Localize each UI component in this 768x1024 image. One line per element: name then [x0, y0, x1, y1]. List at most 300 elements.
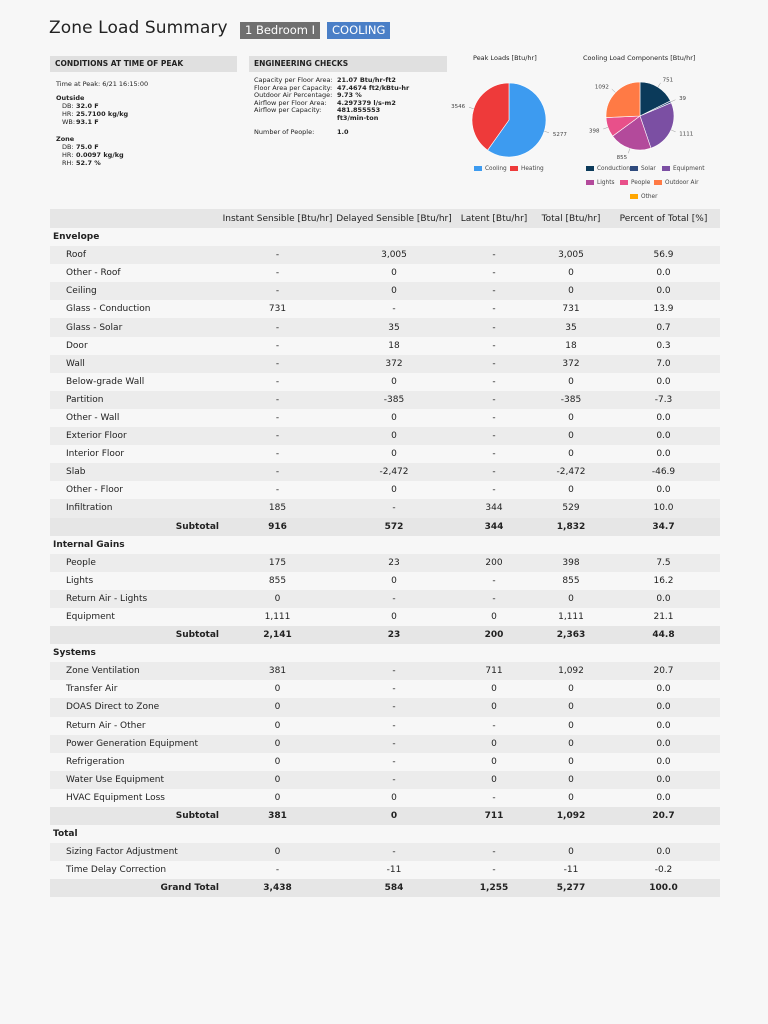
- row-label: Zone Ventilation: [50, 662, 220, 680]
- table-cell: -: [453, 246, 535, 264]
- subtotal-cell: 20.7: [607, 807, 720, 825]
- subtotal-cell: 916: [220, 518, 335, 536]
- table-cell: 731: [268, 304, 287, 315]
- subtotal-label: Grand Total: [50, 879, 220, 897]
- row-label: Return Air - Other: [66, 720, 146, 731]
- slice-label-line: [544, 131, 549, 133]
- subtotal-cell: 1,255: [453, 879, 535, 897]
- table-cell: -11: [386, 865, 402, 876]
- table-cell: 0: [535, 735, 607, 753]
- table-row: [50, 282, 720, 300]
- table-cell: 0.0: [656, 485, 671, 496]
- legend-item: [630, 166, 656, 172]
- subtotal-cell: 2,363: [535, 626, 607, 644]
- field-label: DB:: [62, 143, 74, 151]
- table-cell: -: [492, 449, 496, 460]
- legend-swatch: [586, 180, 594, 185]
- legend-swatch: [630, 166, 638, 171]
- legend-swatch: [654, 180, 662, 185]
- table-cell: 0: [535, 843, 607, 861]
- engineering-checks-heading: ENGINEERING CHECKS: [249, 56, 447, 72]
- table-cell: -385: [335, 391, 453, 409]
- table-cell: 185: [220, 499, 335, 517]
- table-cell: -: [220, 427, 335, 445]
- table-row: [50, 481, 720, 499]
- subtotal-label: Subtotal: [50, 807, 220, 825]
- table-cell: 344: [453, 499, 535, 517]
- subtotal-cell: 1,832: [535, 518, 607, 536]
- table-cell: -: [220, 246, 335, 264]
- table-cell: 0.0: [656, 756, 671, 767]
- subtotal-row: [50, 626, 720, 644]
- table-cell: -385: [535, 391, 607, 409]
- table-cell: 20.7: [607, 662, 720, 680]
- legend-item: [620, 180, 650, 186]
- table-cell: 0.0: [656, 412, 671, 423]
- zone-load-table: [50, 209, 720, 897]
- table-cell: -: [453, 391, 535, 409]
- table-row: [50, 391, 720, 409]
- subtotal-cell: 381: [220, 807, 335, 825]
- row-label: DOAS Direct to Zone: [50, 698, 220, 716]
- group-title: Systems: [53, 648, 96, 659]
- table-cell: 0: [391, 412, 397, 423]
- subtotal-cell: 44.8: [607, 626, 720, 644]
- table-cell: 0: [568, 485, 574, 496]
- table-cell: -: [492, 485, 496, 496]
- table-cell: 0: [220, 843, 335, 861]
- field-value: 0.0097 kg/kg: [76, 150, 124, 159]
- table-cell: 0: [220, 698, 335, 716]
- legend-swatch: [474, 166, 482, 171]
- table-cell: 0: [274, 684, 281, 695]
- slice-label: 855: [616, 155, 628, 162]
- table-cell: 18: [388, 340, 400, 351]
- table-cell: 0: [491, 684, 497, 695]
- outside-values: [62, 102, 162, 128]
- row-label: Exterior Floor: [50, 427, 220, 445]
- table-cell: -7.3: [607, 391, 720, 409]
- slice-label-line: [603, 127, 608, 129]
- table-cell: 0: [391, 449, 397, 460]
- slice-label-line: [612, 89, 616, 92]
- table-cell: 0: [535, 427, 607, 445]
- column-header: Latent [Btu/hr]: [453, 209, 535, 228]
- cooling-components-title: Cooling Load Components [Btu/hr]: [583, 54, 696, 62]
- legend-item: [630, 194, 657, 200]
- legend-label: Cooling: [485, 166, 507, 172]
- table-row: [50, 445, 720, 463]
- legend-label: Solar: [641, 166, 656, 172]
- table-cell: 711: [453, 662, 535, 680]
- cooling-components-legend: [586, 166, 726, 206]
- table-cell: 7.0: [607, 355, 720, 373]
- table-cell: 0: [274, 720, 281, 731]
- table-cell: 56.9: [607, 246, 720, 264]
- field-value: 47.4674 ft2/kBtu-hr: [337, 83, 410, 92]
- legend-swatch: [620, 180, 628, 185]
- table-cell: 0: [220, 771, 335, 789]
- table-row: [50, 318, 720, 336]
- table-row: [50, 300, 720, 318]
- row-label: Other - Floor: [66, 485, 123, 496]
- table-cell: 0: [568, 756, 574, 767]
- table-cell: -: [275, 340, 280, 351]
- row-label: People: [50, 554, 220, 572]
- table-row: [50, 572, 720, 590]
- row-label: Transfer Air: [66, 684, 118, 695]
- table-cell: -: [275, 485, 280, 496]
- zone-values: [62, 143, 162, 169]
- table-cell: 35: [335, 318, 453, 336]
- table-cell: -: [392, 756, 396, 767]
- field-label: RH:: [62, 158, 74, 167]
- table-cell: 0.0: [656, 720, 671, 731]
- table-cell: -: [335, 698, 453, 716]
- table-cell: 0: [568, 412, 574, 423]
- field-label: Airflow per Floor Area:: [254, 98, 327, 107]
- table-cell: -: [335, 590, 453, 608]
- legend-item: [510, 166, 544, 172]
- table-cell: 13.9: [653, 304, 674, 315]
- field-label: HR:: [62, 150, 74, 159]
- row-label: Refrigeration: [66, 756, 125, 767]
- field-value: 25.7100 kg/kg: [76, 109, 129, 118]
- field-label: DB:: [62, 102, 74, 110]
- table-cell: 0: [568, 792, 574, 803]
- table-cell: 0: [274, 756, 281, 767]
- field-value: 21.07 Btu/hr-ft2: [337, 76, 396, 84]
- table-row: [50, 590, 720, 608]
- slice-label-line: [671, 100, 676, 102]
- table-row: [50, 264, 720, 282]
- table-cell: -: [492, 412, 496, 423]
- table-cell: -: [335, 843, 453, 861]
- subtotal-row: [50, 807, 720, 825]
- table-cell: 381: [220, 662, 335, 680]
- table-cell: -11: [563, 865, 579, 876]
- subtotal-cell: 0: [335, 807, 453, 825]
- table-cell: 0: [391, 376, 397, 387]
- table-cell: 3,005: [535, 246, 607, 264]
- subtotal-cell: 23: [335, 626, 453, 644]
- table-cell: 1,111: [558, 612, 584, 623]
- table-cell: -: [492, 720, 496, 731]
- table-cell: -: [275, 376, 280, 387]
- table-cell: 18: [565, 340, 577, 351]
- table-cell: -: [275, 449, 280, 460]
- table-cell: 0.0: [656, 376, 671, 387]
- slice-label-line: [658, 83, 661, 87]
- table-cell: 529: [535, 499, 607, 517]
- legend-label: People: [631, 180, 651, 186]
- table-row: [50, 337, 720, 355]
- legend-label: Lights: [597, 180, 615, 186]
- subtotal-cell: 2,141: [220, 626, 335, 644]
- table-cell: -: [492, 304, 496, 315]
- table-row: [50, 698, 720, 716]
- row-label: Equipment: [66, 612, 115, 623]
- table-cell: 175: [220, 554, 335, 572]
- engineering-checks-values: [254, 76, 444, 136]
- table-cell: 0: [491, 612, 497, 623]
- table-cell: 0: [535, 698, 607, 716]
- table-cell: 0.0: [656, 268, 671, 279]
- table-cell: 398: [535, 554, 607, 572]
- zone-label: Zone: [56, 135, 75, 143]
- table-cell: 0: [220, 590, 335, 608]
- table-cell: 0: [335, 427, 453, 445]
- table-cell: 0.0: [656, 449, 671, 460]
- table-cell: 0.3: [656, 340, 671, 351]
- table-cell: -: [492, 575, 496, 586]
- table-cell: 855: [562, 575, 580, 586]
- table-cell: 0.0: [607, 771, 720, 789]
- group-row: [50, 825, 720, 843]
- table-cell: -2,472: [535, 463, 607, 481]
- time-at-peak: Time at Peak: 6/21 16:15:00: [56, 80, 149, 88]
- table-cell: 0: [391, 612, 397, 623]
- table-cell: 0: [535, 771, 607, 789]
- table-cell: -: [275, 412, 280, 423]
- zone-badge: 1 Bedroom I: [240, 22, 320, 39]
- legend-swatch: [586, 166, 594, 171]
- table-cell: 23: [335, 554, 453, 572]
- row-label: Roof: [50, 246, 220, 264]
- row-label: Interior Floor: [66, 449, 125, 460]
- table-cell: 0: [568, 684, 574, 695]
- legend-item: [474, 166, 507, 172]
- table-cell: 0: [335, 282, 453, 300]
- peak-loads-title: Peak Loads [Btu/hr]: [473, 54, 537, 62]
- row-label: Slab: [50, 463, 220, 481]
- table-cell: -: [392, 684, 396, 695]
- table-cell: 855: [268, 575, 287, 586]
- table-row: [50, 355, 720, 373]
- peak-loads-legend: [474, 166, 574, 176]
- table-cell: -: [453, 590, 535, 608]
- legend-label: Outdoor Air: [665, 180, 699, 186]
- table-cell: 372: [535, 355, 607, 373]
- table-cell: -: [335, 771, 453, 789]
- field-value: 4.297379 l/s-m2: [337, 98, 396, 107]
- table-cell: 1,092: [535, 662, 607, 680]
- table-cell: -: [392, 304, 396, 315]
- legend-swatch: [510, 166, 518, 171]
- table-cell: 21.1: [653, 612, 674, 623]
- table-cell: 0.0: [607, 843, 720, 861]
- slice-label-line: [469, 107, 474, 109]
- row-label: Power Generation Equipment: [50, 735, 220, 753]
- table-cell: -46.9: [607, 463, 720, 481]
- slice-label: 1111: [679, 131, 694, 138]
- table-cell: 731: [562, 304, 580, 315]
- table-cell: 7.5: [607, 554, 720, 572]
- table-cell: -: [335, 499, 453, 517]
- grand-total-row: [50, 879, 720, 897]
- legend-item: [586, 166, 630, 172]
- table-cell: -: [392, 720, 396, 731]
- group-row: [50, 644, 720, 662]
- table-row: [50, 373, 720, 391]
- legend-label: Equipment: [673, 166, 705, 172]
- conditions-heading: CONDITIONS AT TIME OF PEAK: [50, 56, 237, 72]
- table-cell: 1,111: [264, 612, 291, 623]
- table-cell: 3,005: [335, 246, 453, 264]
- field-label: Number of People:: [254, 127, 315, 136]
- table-cell: 0.0: [656, 684, 671, 695]
- table-cell: 0.0: [607, 282, 720, 300]
- table-row: [50, 427, 720, 445]
- legend-label: Heating: [521, 166, 544, 172]
- field-label: Capacity per Floor Area:: [254, 76, 333, 84]
- group-row: [50, 228, 720, 246]
- subtotal-cell: 34.7: [607, 518, 720, 536]
- table-cell: 372: [335, 355, 453, 373]
- subtotal-cell: 3,438: [220, 879, 335, 897]
- row-label: Ceiling: [50, 282, 220, 300]
- field-value: 32.0 F: [76, 102, 99, 110]
- row-label: Sizing Factor Adjustment: [50, 843, 220, 861]
- subtotal-cell: 344: [453, 518, 535, 536]
- table-row: [50, 843, 720, 861]
- pie-slice-outdoor-air: [606, 82, 640, 118]
- table-cell: 0: [568, 449, 574, 460]
- table-cell: 0: [453, 735, 535, 753]
- outside-label: Outside: [56, 94, 85, 102]
- table-cell: 0.7: [607, 318, 720, 336]
- table-cell: -: [220, 318, 335, 336]
- subtotal-cell: 200: [453, 626, 535, 644]
- table-cell: 0: [568, 376, 574, 387]
- slice-label-line: [628, 148, 629, 153]
- field-label: Airflow per Capacity:: [254, 106, 322, 115]
- table-row: [50, 409, 720, 427]
- table-cell: -: [220, 282, 335, 300]
- field-label: Outdoor Air Percentage:: [254, 91, 333, 100]
- subtotal-cell: 711: [453, 807, 535, 825]
- table-row: [50, 771, 720, 789]
- legend-swatch: [662, 166, 670, 171]
- table-cell: 200: [453, 554, 535, 572]
- column-header: Total [Btu/hr]: [535, 209, 607, 228]
- table-cell: -: [453, 843, 535, 861]
- page-title: Zone Load Summary: [49, 18, 228, 38]
- column-header: Delayed Sensible [Btu/hr]: [335, 209, 453, 228]
- table-cell: 0: [274, 792, 281, 803]
- table-cell: 0: [453, 698, 535, 716]
- table-cell: -: [220, 355, 335, 373]
- group-title: Total: [53, 829, 78, 840]
- table-cell: 0: [535, 590, 607, 608]
- slice-label: 5277: [552, 131, 567, 138]
- table-cell: -: [335, 662, 453, 680]
- subtotal-label: Subtotal: [50, 626, 220, 644]
- row-label: Glass - Conduction: [66, 304, 151, 315]
- table-cell: -: [275, 865, 280, 876]
- table-cell: -: [220, 463, 335, 481]
- table-cell: 0.0: [607, 698, 720, 716]
- table-cell: -: [453, 427, 535, 445]
- table-row: [50, 861, 720, 879]
- table-header-row: [50, 209, 720, 228]
- row-label: Wall: [50, 355, 220, 373]
- row-label: Return Air - Lights: [50, 590, 220, 608]
- table-cell: 16.2: [653, 575, 674, 586]
- row-label: Glass - Solar: [50, 318, 220, 336]
- table-cell: 0: [391, 792, 397, 803]
- table-row: [50, 735, 720, 753]
- table-cell: 0.0: [607, 735, 720, 753]
- table-row: [50, 554, 720, 572]
- table-cell: -: [275, 268, 280, 279]
- table-row: [50, 753, 720, 771]
- group-title: Envelope: [53, 232, 100, 243]
- table-cell: 0: [391, 575, 397, 586]
- table-cell: -: [335, 735, 453, 753]
- table-cell: 0.0: [607, 427, 720, 445]
- field-label: WB:: [62, 117, 76, 126]
- table-cell: -: [492, 792, 496, 803]
- table-row: [50, 789, 720, 807]
- subtotal-cell: 100.0: [607, 879, 720, 897]
- table-cell: 0: [568, 720, 574, 731]
- table-row: [50, 246, 720, 264]
- row-label: Infiltration: [50, 499, 220, 517]
- table-cell: -: [492, 340, 496, 351]
- field-value: 9.73 %: [337, 91, 362, 100]
- field-value: 52.7 %: [76, 158, 101, 167]
- table-cell: -: [453, 463, 535, 481]
- group-row: [50, 536, 720, 554]
- legend-item: [586, 180, 615, 186]
- legend-swatch: [630, 194, 638, 199]
- field-label: Floor Area per Capacity:: [254, 83, 333, 92]
- subtotal-row: [50, 518, 720, 536]
- table-row: [50, 662, 720, 680]
- table-cell: -: [492, 268, 496, 279]
- table-cell: 0: [391, 485, 397, 496]
- subtotal-cell: 584: [335, 879, 453, 897]
- table-cell: -: [453, 355, 535, 373]
- column-header: Percent of Total [%]: [607, 209, 720, 228]
- table-cell: -: [492, 865, 496, 876]
- table-cell: 0: [491, 756, 497, 767]
- table-cell: -: [492, 376, 496, 387]
- table-cell: 0: [220, 735, 335, 753]
- field-value: 93.1 F: [76, 117, 99, 126]
- subtotal-cell: 572: [335, 518, 453, 536]
- table-row: [50, 499, 720, 517]
- subtotal-cell: 5,277: [535, 879, 607, 897]
- table-cell: 0: [568, 268, 574, 279]
- column-header-blank: [50, 209, 220, 228]
- table-cell: -: [453, 282, 535, 300]
- field-value: 1.0: [337, 127, 349, 136]
- row-label: Other - Wall: [66, 412, 120, 423]
- row-label: Other - Roof: [66, 268, 121, 279]
- field-value: ft3/min-ton: [337, 114, 379, 122]
- table-cell: -2,472: [335, 463, 453, 481]
- legend-label: Conduction: [597, 166, 630, 172]
- legend-item: [654, 180, 698, 186]
- legend-item: [662, 166, 704, 172]
- slice-label-line: [671, 130, 676, 132]
- mode-badge: COOLING: [327, 22, 390, 39]
- row-label: Time Delay Correction: [66, 865, 167, 876]
- table-cell: 0: [453, 771, 535, 789]
- slice-label: 398: [588, 128, 600, 135]
